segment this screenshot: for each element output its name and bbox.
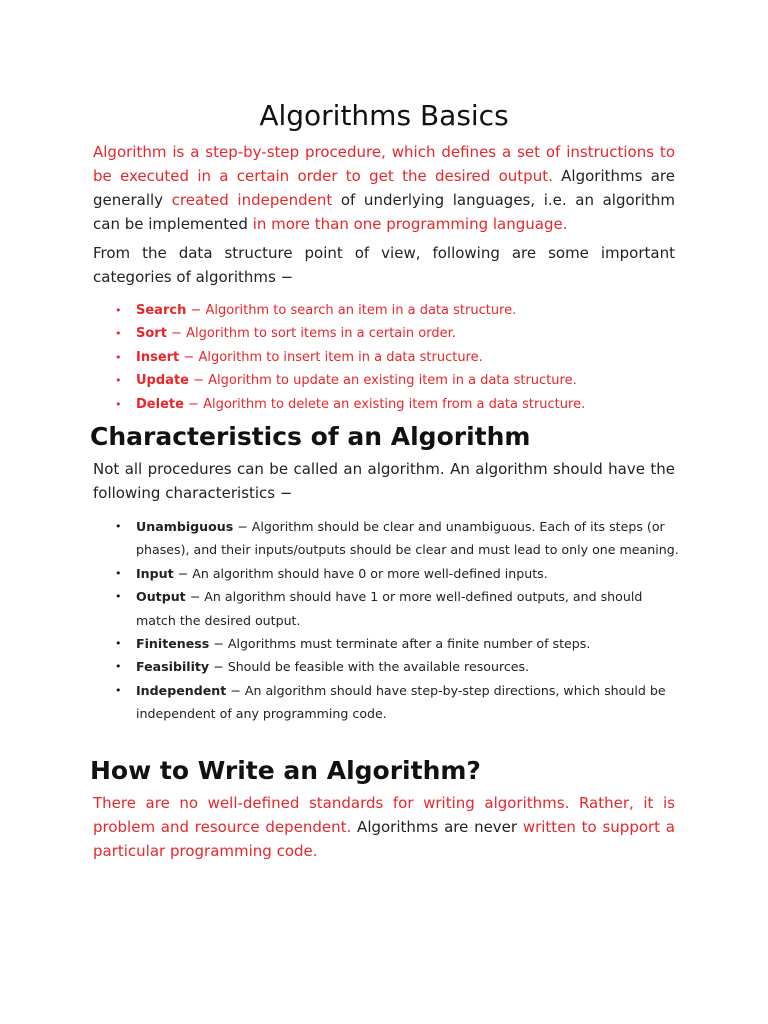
intro-highlight-3: in more than one programming language. xyxy=(252,215,568,233)
list-item-desc: − Algorithms must terminate after a finite number of steps. xyxy=(209,636,591,652)
list-item xyxy=(93,393,675,416)
list-item-desc: − Algorithm to search an item in a data structure. xyxy=(186,303,517,318)
list-item-desc: − Algorithm should be clear and unambiguous. Each of its steps (or phases), and their inputs/outputs should be clear and must lead to only one meaning. xyxy=(136,519,679,558)
list-item-desc: − Algorithm to delete an existing item from a data structure. xyxy=(183,396,586,412)
characteristics-list xyxy=(93,515,683,726)
list-item-term: Insert xyxy=(136,349,180,365)
bullet-icon: • xyxy=(115,520,122,533)
write-highlight-1: There are no well-defined standards for writing algorithms. Rather, it is problem and resource dependent. xyxy=(93,794,675,836)
list-item xyxy=(93,679,683,726)
write-algorithm-heading: How to Write an Algorithm? xyxy=(90,756,481,785)
bullet-icon: • xyxy=(115,350,122,364)
list-item-term: Independent xyxy=(136,682,227,698)
list-item-desc: − Should be feasible with the available resources. xyxy=(209,659,530,675)
list-item xyxy=(93,515,683,562)
categories-intro-paragraph: From the data structure point of view, following are some important categories of algorithms − xyxy=(93,244,675,286)
intro-highlight-1: Algorithm is a step-by-step procedure, which defines a set of instructions to be executed in a certain order to get the desired output. xyxy=(93,143,675,185)
characteristics-intro-paragraph: Not all procedures can be called an algorithm. An algorithm should have the following characteristics − xyxy=(93,460,675,502)
bullet-icon: • xyxy=(115,590,122,604)
write-highlight-2: written to support a particular programming code. xyxy=(93,818,675,860)
bullet-icon: • xyxy=(115,397,122,411)
list-item xyxy=(93,369,675,392)
list-item xyxy=(93,585,683,632)
bullet-icon: • xyxy=(115,566,122,580)
list-item-term: Unambiguous xyxy=(136,519,234,534)
list-item xyxy=(93,322,675,345)
page-title: Algorithms Basics xyxy=(259,99,509,132)
list-item xyxy=(93,632,683,655)
list-item-term: Search xyxy=(136,303,187,318)
list-item-desc: − An algorithm should have 0 or more well-defined inputs. xyxy=(173,565,548,581)
intro-paragraph xyxy=(93,140,675,236)
bullet-icon: • xyxy=(115,637,122,651)
list-item-term: Update xyxy=(136,373,189,389)
intro-highlight-2: created independent xyxy=(171,191,333,209)
list-item-desc: − Algorithm to insert item in a data structure. xyxy=(179,349,483,365)
bullet-icon: • xyxy=(115,683,122,697)
bullet-icon: • xyxy=(115,660,122,674)
intro-text-2: of underlying languages, i.e. an algorithm can be implemented xyxy=(93,191,675,233)
list-item-desc: − An algorithm should have step-by-step directions, which should be independent of any programming code. xyxy=(136,682,666,722)
list-item-desc: − An algorithm should have 1 or more well-defined outputs, and should match the desired output. xyxy=(136,589,643,628)
list-item xyxy=(93,299,675,322)
list-item-desc: − Algorithm to update an existing item in a data structure. xyxy=(188,373,577,389)
characteristics-heading: Characteristics of an Algorithm xyxy=(90,422,531,451)
list-item-term: Sort xyxy=(136,326,167,342)
intro-text-1: Algorithms are generally xyxy=(93,167,675,209)
bullet-icon: • xyxy=(115,374,122,388)
categories-list xyxy=(93,299,675,416)
write-algorithm-paragraph xyxy=(93,791,675,863)
list-item xyxy=(93,562,683,585)
list-item xyxy=(93,655,683,678)
list-item-term: Delete xyxy=(136,396,184,412)
list-item-term: Input xyxy=(136,565,174,581)
bullet-icon: • xyxy=(115,304,122,317)
list-item-desc: − Algorithm to sort items in a certain order. xyxy=(166,326,456,342)
write-text-1: Algorithms are never xyxy=(351,818,523,836)
bullet-icon: • xyxy=(115,327,122,341)
list-item-term: Feasibility xyxy=(136,659,210,675)
list-item xyxy=(93,346,675,369)
list-item-term: Output xyxy=(136,589,186,605)
list-item-term: Finiteness xyxy=(136,636,210,652)
